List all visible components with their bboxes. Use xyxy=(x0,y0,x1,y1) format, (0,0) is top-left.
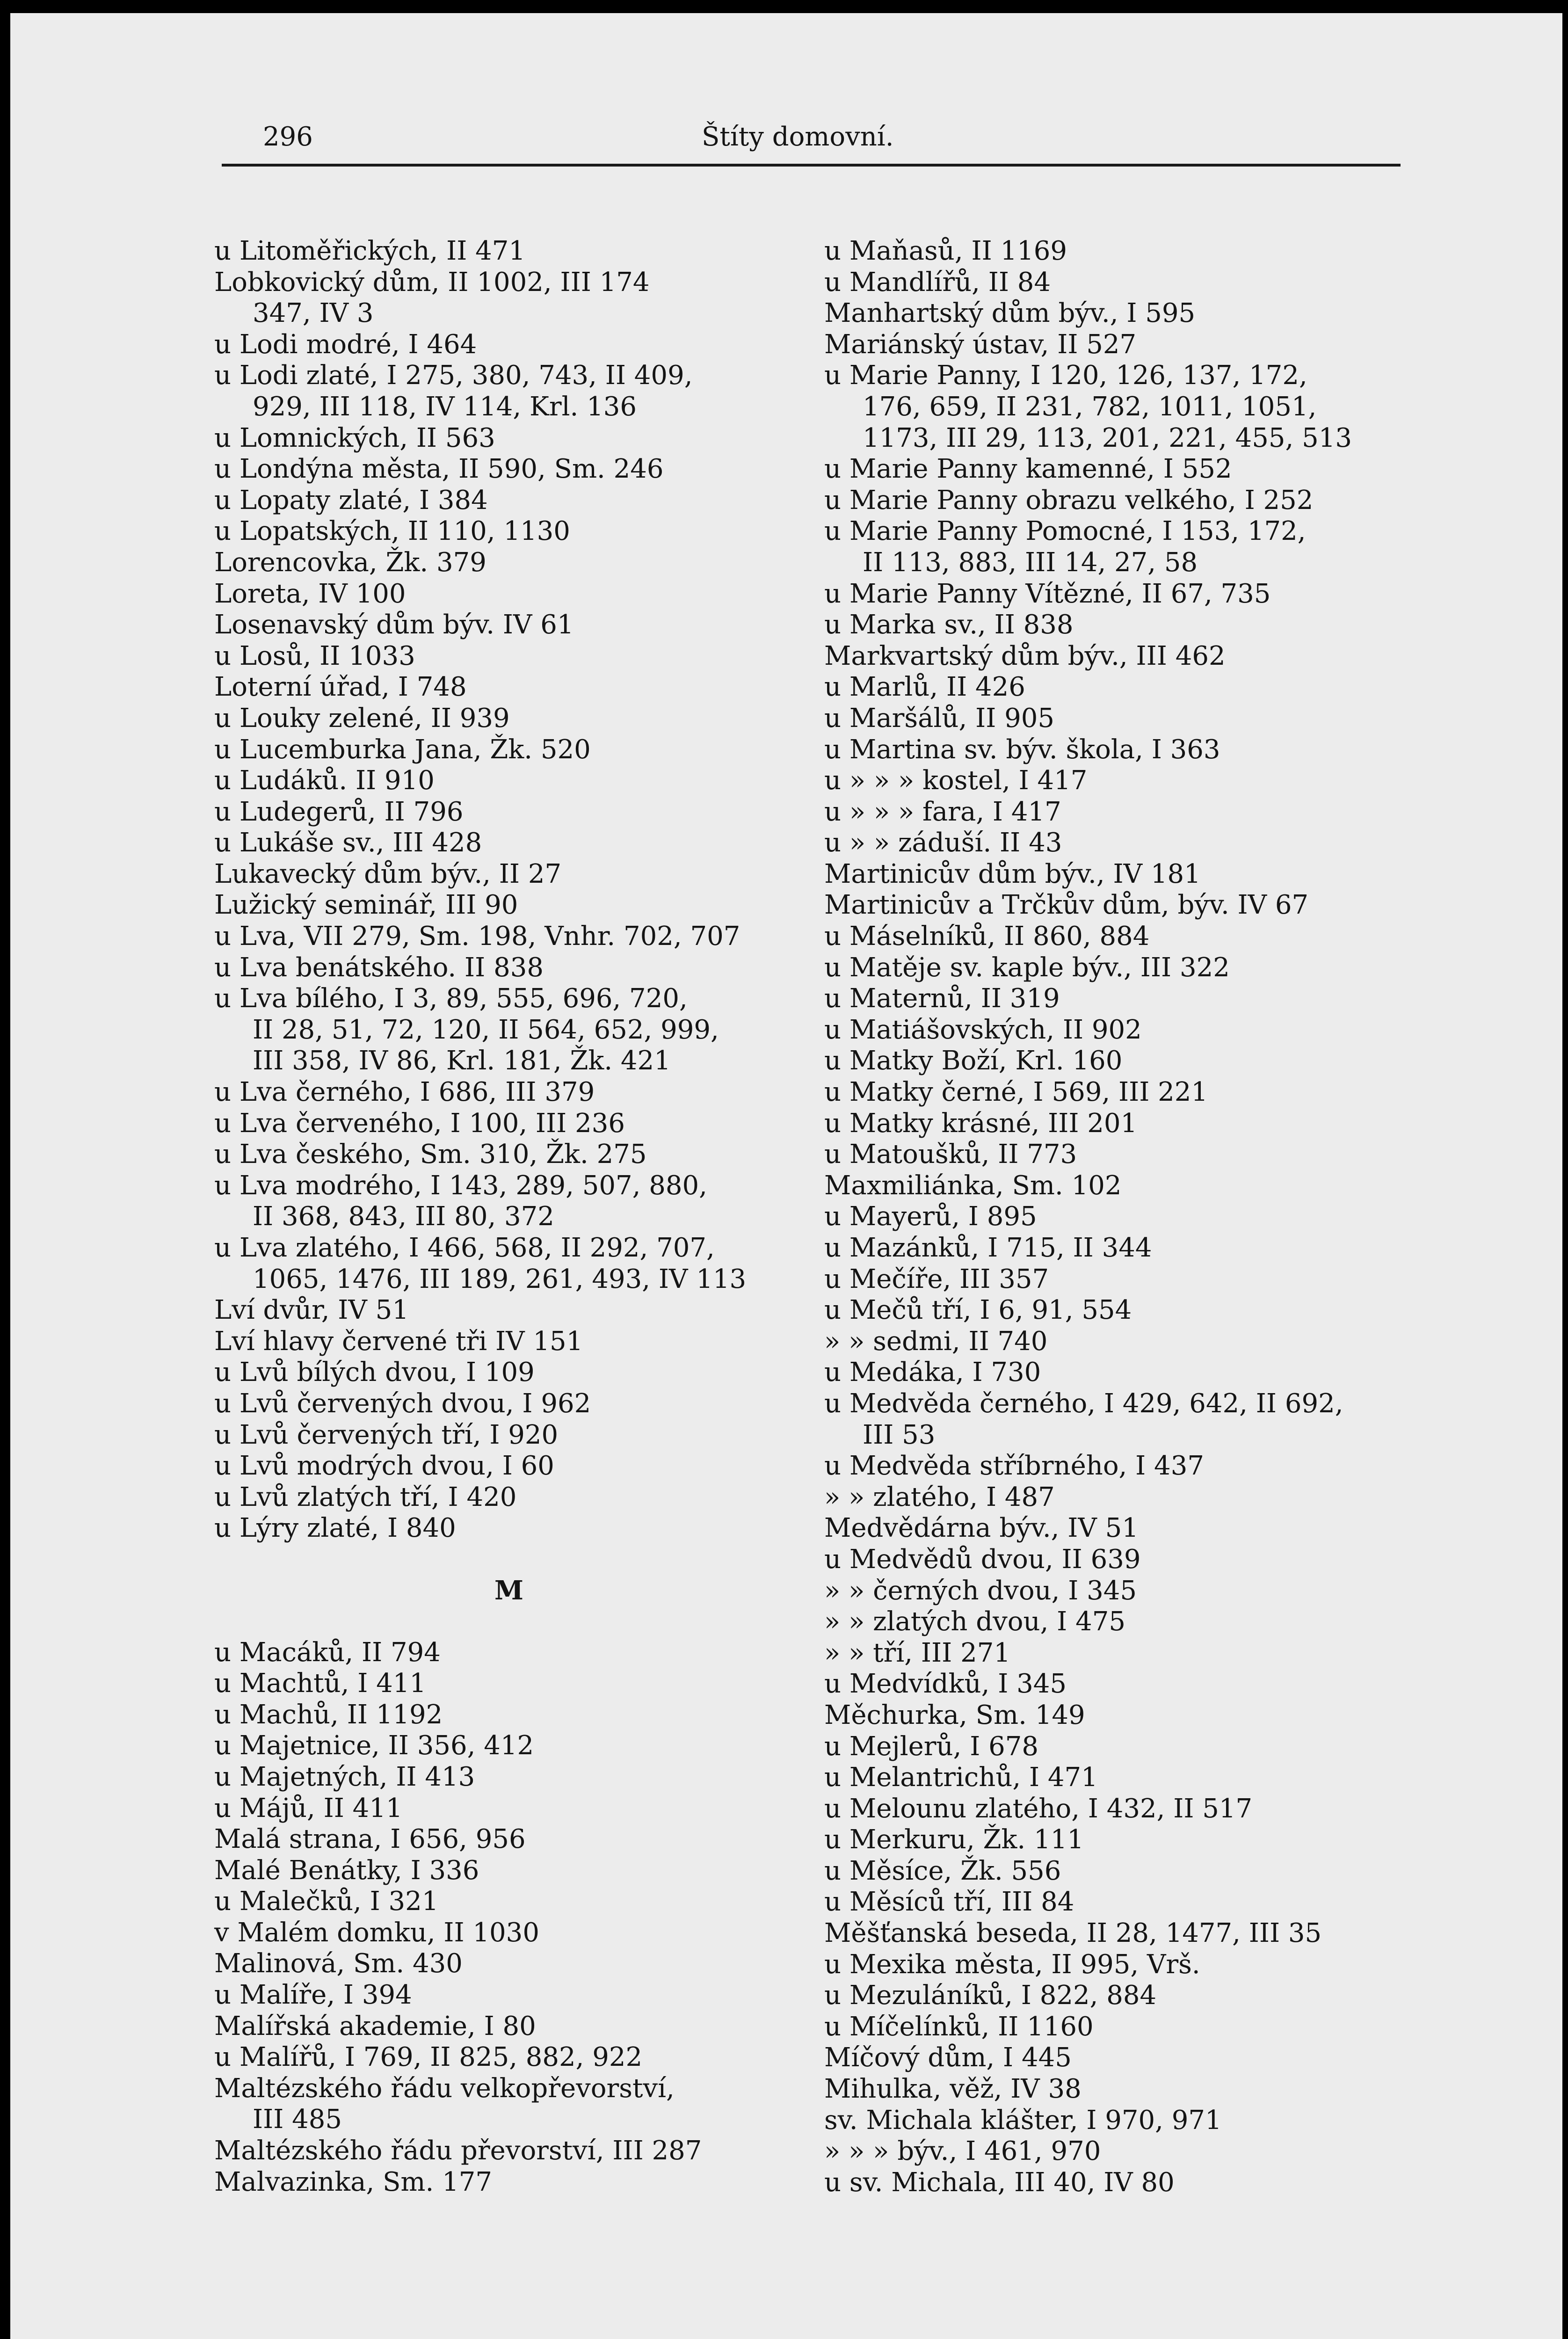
index-entry: Maltézského řádu převorství, III 287 xyxy=(214,2136,702,2166)
index-entry: u Majetnice, II 356, 412 xyxy=(214,1730,534,1761)
index-entry: u Medvěda černého, I 429, 642, II 692, xyxy=(824,1388,1343,1419)
index-entry: u Marie Panny Vítězné, II 67, 735 xyxy=(824,578,1271,609)
index-entry: u Machtů, I 411 xyxy=(214,1668,427,1699)
index-entry: u Medvídků, I 345 xyxy=(824,1669,1067,1700)
index-entry: Martinicův dům býv., IV 181 xyxy=(824,858,1201,889)
index-entry: Měchurka, Sm. 149 xyxy=(824,1700,1085,1730)
index-entry: » » černých dvou, I 345 xyxy=(824,1575,1137,1606)
index-entry: u » » » fara, I 417 xyxy=(824,796,1061,827)
index-entry: Lobkovický dům, II 1002, III 174 xyxy=(214,267,650,298)
index-entry: u Medáka, I 730 xyxy=(824,1357,1041,1388)
index-entry: Malvazinka, Sm. 177 xyxy=(214,2166,493,2197)
index-entry: u Lva bílého, I 3, 89, 555, 696, 720, xyxy=(214,983,688,1014)
index-entry: u Lvů červených dvou, I 962 xyxy=(214,1388,591,1419)
index-entry: Měšťanská beseda, II 28, 1477, III 35 xyxy=(824,1918,1322,1949)
index-entry: u Lva zlatého, I 466, 568, II 292, 707, xyxy=(214,1233,715,1263)
index-entry: u Ludegerů, II 796 xyxy=(214,796,464,827)
index-entry: u Lva českého, Sm. 310, Žk. 275 xyxy=(214,1139,647,1170)
index-entry: u Míčelínků, II 1160 xyxy=(824,2011,1094,2042)
index-entry: 1173, III 29, 113, 201, 221, 455, 513 xyxy=(863,422,1352,453)
index-entry: u Maternů, II 319 xyxy=(824,983,1060,1014)
index-entry: » » zlatého, I 487 xyxy=(824,1482,1055,1512)
index-entry: u Měsíce, Žk. 556 xyxy=(824,1855,1061,1886)
index-entry: III 485 xyxy=(253,2104,342,2135)
index-entry: u sv. Michala, III 40, IV 80 xyxy=(824,2167,1175,2198)
index-entry: u Lvů modrých dvou, I 60 xyxy=(214,1451,554,1482)
index-entry: u Louky zelené, II 939 xyxy=(214,703,510,734)
index-entry: u Matoušků, II 773 xyxy=(824,1139,1077,1170)
index-entry: u Lvů červených tří, I 920 xyxy=(214,1419,559,1450)
index-entry: Mariánský ústav, II 527 xyxy=(824,329,1137,360)
index-entry: u Lýry zlaté, I 840 xyxy=(214,1513,456,1544)
index-entry: » » tří, III 271 xyxy=(824,1637,1010,1668)
book-page xyxy=(10,13,1562,2339)
index-entry: u Malečků, I 321 xyxy=(214,1886,439,1917)
index-entry: u Macáků, II 794 xyxy=(214,1637,441,1668)
index-entry: Maltézského řádu velkopřevorství, xyxy=(214,2073,675,2104)
index-entry: u Matiášovských, II 902 xyxy=(824,1014,1142,1045)
index-entry: II 28, 51, 72, 120, II 564, 652, 999, xyxy=(253,1014,719,1045)
index-entry: u Mandlířů, II 84 xyxy=(824,267,1051,298)
index-entry: u Marie Panny kamenné, I 552 xyxy=(824,454,1232,485)
index-entry: » » sedmi, II 740 xyxy=(824,1326,1048,1357)
index-entry: u Mečů tří, I 6, 91, 554 xyxy=(824,1295,1132,1326)
index-entry: Malinová, Sm. 430 xyxy=(214,1948,463,1979)
index-entry: u Lomnických, II 563 xyxy=(214,422,495,453)
index-entry: u Mečíře, III 357 xyxy=(824,1264,1049,1294)
index-entry: u Mexika města, II 995, Vrš. xyxy=(824,1949,1200,1980)
index-entry: u Marlů, II 426 xyxy=(824,672,1025,703)
index-entry: u Lva červeného, I 100, III 236 xyxy=(214,1108,625,1139)
index-entry: u Lodi zlaté, I 275, 380, 743, II 409, xyxy=(214,360,693,391)
index-entry: u Martina sv. býv. škola, I 363 xyxy=(824,734,1220,765)
index-entry: u Litoměřických, II 471 xyxy=(214,236,525,266)
index-entry: u Matky krásné, III 201 xyxy=(824,1108,1138,1139)
index-entry: v Malém domku, II 1030 xyxy=(214,1917,539,1948)
index-entry: u Lva, VII 279, Sm. 198, Vnhr. 702, 707 xyxy=(214,921,740,952)
page-number: 296 xyxy=(263,122,313,152)
index-entry: u Lucemburka Jana, Žk. 520 xyxy=(214,734,591,765)
index-entry: u Machů, II 1192 xyxy=(214,1699,443,1730)
index-entry: u Mejlerů, I 678 xyxy=(824,1731,1039,1762)
index-entry: Malířská akademie, I 80 xyxy=(214,2011,536,2041)
index-entry: u Májů, II 411 xyxy=(214,1793,403,1823)
index-entry: u Maršálů, II 905 xyxy=(824,703,1054,734)
index-entry: u Londýna města, II 590, Sm. 246 xyxy=(214,454,664,485)
index-entry: u Máselníků, II 860, 884 xyxy=(824,921,1150,952)
index-entry: u Medvěda stříbrného, I 437 xyxy=(824,1451,1204,1482)
index-entry: u Maňasů, II 1169 xyxy=(824,236,1067,266)
index-entry: Loreta, IV 100 xyxy=(214,578,406,609)
section-heading: M xyxy=(494,1575,523,1606)
index-entry: » » » býv., I 461, 970 xyxy=(824,2136,1101,2167)
index-entry: u Matky Boží, Krl. 160 xyxy=(824,1046,1123,1076)
index-entry: » » zlatých dvou, I 475 xyxy=(824,1606,1125,1637)
index-entry: 1065, 1476, III 189, 261, 493, IV 113 xyxy=(253,1264,747,1294)
index-entry: u Merkuru, Žk. 111 xyxy=(824,1824,1084,1855)
index-entry: u Marie Panny, I 120, 126, 137, 172, xyxy=(824,360,1307,391)
index-entry: u Lva černého, I 686, III 379 xyxy=(214,1077,595,1108)
index-entry: u Mezuláníků, I 822, 884 xyxy=(824,1980,1157,2011)
index-entry: 347, IV 3 xyxy=(253,298,374,329)
index-entry: u Marie Panny obrazu velkého, I 252 xyxy=(824,485,1314,516)
index-entry: III 358, IV 86, Krl. 181, Žk. 421 xyxy=(253,1046,671,1076)
index-entry: u Měsíců tří, III 84 xyxy=(824,1887,1074,1918)
index-entry: u » » » kostel, I 417 xyxy=(824,765,1088,796)
page-header xyxy=(10,13,1562,167)
index-entry: u Lvů zlatých tří, I 420 xyxy=(214,1482,517,1512)
index-entry: Loterní úřad, I 748 xyxy=(214,672,467,703)
page-title: Štíty domovní. xyxy=(702,122,894,152)
index-entry: 176, 659, II 231, 782, 1011, 1051, xyxy=(863,391,1317,422)
index-entry: sv. Michala klášter, I 970, 971 xyxy=(824,2105,1222,2136)
index-entry: u Matky černé, I 569, III 221 xyxy=(824,1077,1208,1108)
index-entry: u Malíře, I 394 xyxy=(214,1980,412,2011)
index-entry: Mihulka, věž, IV 38 xyxy=(824,2074,1082,2105)
index-entry: u Marie Panny Pomocné, I 153, 172, xyxy=(824,516,1306,547)
index-entry: Lví dvůr, IV 51 xyxy=(214,1295,409,1326)
index-entry: Lorencovka, Žk. 379 xyxy=(214,547,486,578)
index-entry: u Lukáše sv., III 428 xyxy=(214,828,482,858)
index-entry: u Lodi modré, I 464 xyxy=(214,329,477,360)
index-entry: II 113, 883, III 14, 27, 58 xyxy=(863,547,1198,578)
index-column-right xyxy=(824,236,1414,2198)
index-entry: Lví hlavy červené tři IV 151 xyxy=(214,1326,583,1357)
index-entry: Martinicův a Trčkův dům, býv. IV 67 xyxy=(824,890,1309,921)
index-entry: u Mayerů, I 895 xyxy=(824,1201,1037,1232)
index-entry: II 368, 843, III 80, 372 xyxy=(253,1201,554,1232)
index-entry: u Losů, II 1033 xyxy=(214,640,415,671)
index-entry: u Malířů, I 769, II 825, 882, 922 xyxy=(214,2042,643,2073)
index-entry: u Matěje sv. kaple býv., III 322 xyxy=(824,952,1230,983)
index-entry: Losenavský dům býv. IV 61 xyxy=(214,610,574,640)
index-column-left xyxy=(214,236,804,2198)
index-entry: u Lva benátského. II 838 xyxy=(214,952,544,983)
index-entry: Lužický seminář, III 90 xyxy=(214,890,518,921)
index-entry: u Lopaty zlaté, I 384 xyxy=(214,485,488,516)
index-entry: 929, III 118, IV 114, Krl. 136 xyxy=(253,391,637,422)
index-entry: Lukavecký dům býv., II 27 xyxy=(214,858,562,889)
header-rule xyxy=(222,164,1401,167)
index-entry: u Lvů bílých dvou, I 109 xyxy=(214,1357,535,1388)
index-entry: Medvědárna býv., IV 51 xyxy=(824,1513,1139,1544)
index-entry: III 53 xyxy=(863,1419,936,1450)
index-entry: u Marka sv., II 838 xyxy=(824,610,1074,640)
index-entry: u Medvědů dvou, II 639 xyxy=(824,1544,1141,1575)
index-entry: Markvartský dům býv., III 462 xyxy=(824,640,1226,671)
index-entry: Malá strana, I 656, 956 xyxy=(214,1824,526,1855)
index-entry: u Majetných, II 413 xyxy=(214,1761,475,1792)
index-entry: u Ludáků. II 910 xyxy=(214,765,435,796)
index-entry: u Lva modrého, I 143, 289, 507, 880, xyxy=(214,1170,707,1201)
index-entry: u » » záduší. II 43 xyxy=(824,828,1062,858)
index-entry: u Lopatských, II 110, 1130 xyxy=(214,516,570,547)
index-entry: u Melounu zlatého, I 432, II 517 xyxy=(824,1793,1253,1824)
index-entry: u Mazánků, I 715, II 344 xyxy=(824,1233,1152,1263)
index-entry: Maxmiliánka, Sm. 102 xyxy=(824,1170,1122,1201)
index-entry: Míčový dům, I 445 xyxy=(824,2042,1072,2073)
index-entry: Malé Benátky, I 336 xyxy=(214,1855,479,1886)
index-entry: u Melantrichů, I 471 xyxy=(824,1762,1098,1793)
index-entry: Manhartský dům býv., I 595 xyxy=(824,298,1196,329)
